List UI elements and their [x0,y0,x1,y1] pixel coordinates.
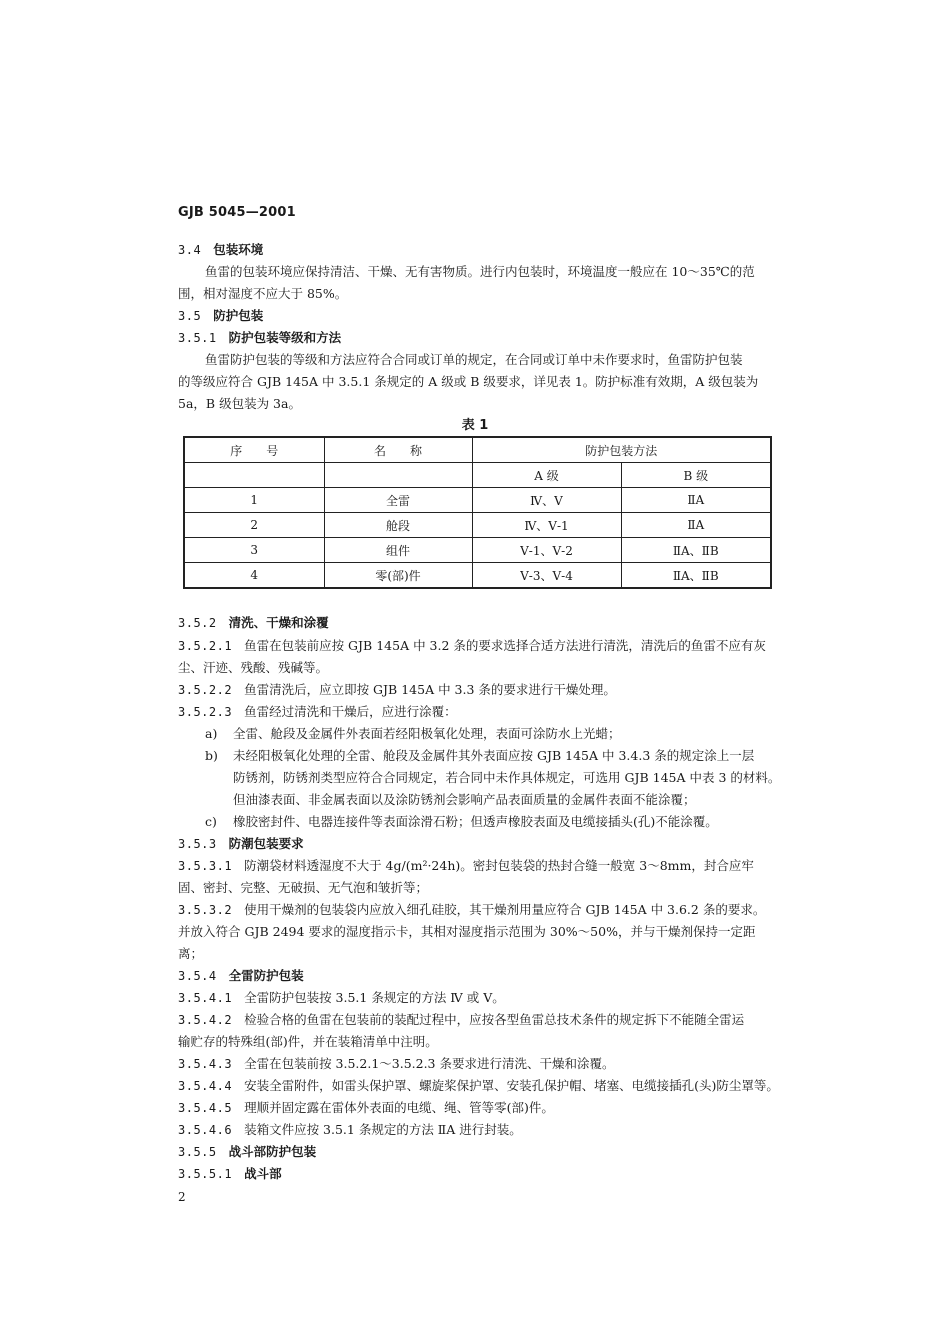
section-3-5-5-heading [178,1143,316,1161]
paragraph-line [178,703,457,721]
header-name: 名 称 [324,437,472,463]
list-item [205,747,754,765]
paragraph-line [178,1121,522,1139]
paragraph-line [178,857,754,875]
clause-text: 安装全雷附件，如雷头保护罩、螺旋桨保护罩、安装孔保护帽、堵塞、电缆接插孔(头)防尘罩等。 [244,1078,779,1093]
table-row [184,538,771,563]
section-3-5-5-1-heading [178,1165,282,1183]
section-3-5-4-heading [178,967,304,985]
section-title: 战斗部防护包装 [228,1144,317,1159]
paragraph-line: 离； [178,946,204,961]
section-number: 3.5.4 [178,969,217,983]
section-title: 防护包装等级和方法 [228,330,342,345]
clause-text: 全雷在包装前按 3.5.2.1～3.5.2.3 条要求进行清洗、干燥和涂覆。 [244,1056,615,1071]
paragraph-line: 尘、汗迹、残酸、残碱等。 [178,660,329,675]
cell-grade-a: Ⅴ-3、Ⅴ-4 [472,563,621,589]
header-empty [324,463,472,488]
section-number: 3.4 [178,243,202,257]
cell-seq: 1 [184,488,324,513]
header-empty [184,463,324,488]
cell-grade-a: Ⅳ、Ⅴ-1 [472,513,621,538]
list-text: 全雷、舱段及金属件外表面若经阳极氧化处理，表面可涂防水上光蜡； [233,726,621,741]
clause-number: 3.5.2.1 [178,639,233,653]
section-number: 3.5.5 [178,1145,217,1159]
clause-number: 3.5.2.2 [178,683,233,697]
clause-number: 3.5.4.6 [178,1123,233,1137]
table-header-row [184,437,771,463]
clause-text: 装箱文件应按 3.5.1 条规定的方法 ⅡA 进行封装。 [244,1122,522,1137]
header-seq: 序 号 [184,437,324,463]
paragraph-line [178,1011,744,1029]
section-3-5-heading [178,307,263,325]
clause-number: 3.5.4.2 [178,1013,233,1027]
section-title: 防潮包装要求 [228,836,304,851]
list-text: 未经阳极氧化处理的全雷、舱段及金属件其外表面应按 GJB 145A 中 3.4.3 条的规定涂上一层 [233,748,755,763]
section-title: 防护包装 [213,308,264,323]
list-item [205,813,718,831]
cell-seq: 3 [184,538,324,563]
section-number: 3.5.5.1 [178,1167,233,1181]
clause-number: 3.5.3.2 [178,903,233,917]
clause-number: 3.5.4.3 [178,1057,233,1071]
clause-text: 鱼雷清洗后，应立即按 GJB 145A 中 3.3 条的要求进行干燥处理。 [244,682,616,697]
clause-text: 全雷防护包装按 3.5.1 条规定的方法 Ⅳ 或 Ⅴ。 [244,990,505,1005]
header-grade-b: B 级 [621,463,771,488]
clause-text: 鱼雷在包装前应按 GJB 145A 中 3.2 条的要求选择合适方法进行清洗，清洗后的鱼雷不应有灰 [244,638,766,653]
table-row [184,513,771,538]
cell-grade-a: Ⅳ、Ⅴ [472,488,621,513]
paragraph-line: 鱼雷的包装环境应保持清洁、干燥、无有害物质。进行内包装时，环境温度一般应在 10～35℃的范 [205,264,755,279]
paragraph-line [178,901,765,919]
table-caption: 表 1 [461,418,489,433]
cell-seq: 2 [184,513,324,538]
section-3-5-2-heading [178,614,329,632]
paragraph-line: 5a，B 级包装为 3a。 [178,396,301,411]
cell-name: 零(部)件 [324,563,472,589]
paragraph-line: 的等级应符合 GJB 145A 中 3.5.1 条规定的 A 级或 B 级要求，详见表 1。防护标准有效期，A 级包装为 [178,374,759,389]
section-3-4-heading [178,241,263,259]
clause-text: 鱼雷经过清洗和干燥后，应进行涂覆： [244,704,457,719]
paragraph-line: 围，相对湿度不应大于 85%。 [178,286,348,301]
table-1 [183,436,772,589]
standard-code: GJB 5045—2001 [178,205,296,220]
section-number: 3.5.2 [178,616,217,630]
paragraph-line [178,637,766,655]
list-marker: a) [205,726,218,741]
clause-number: 3.5.3.1 [178,859,233,873]
list-continuation: 但油漆表面、非金属表面以及涂防锈剂会影响产品表面质量的金属件表面不能涂覆； [233,792,696,807]
clause-text: 使用干燥剂的包装袋内应放入细孔硅胶，其干燥剂用量应符合 GJB 145A 中 3.6.2 条的要求。 [244,902,766,917]
page-number: 2 [178,1190,186,1204]
paragraph-line [178,681,616,699]
header-method: 防护包装方法 [472,437,771,463]
section-number: 3.5.1 [178,331,217,345]
paragraph-line: 并放入符合 GJB 2494 要求的湿度指示卡，其相对湿度指示范围为 30%～50%，并与干燥剂保持一定距 [178,924,756,939]
clause-number: 3.5.2.3 [178,705,233,719]
paragraph-line [178,1099,554,1117]
table-subheader-row [184,463,771,488]
table-row [184,563,771,589]
section-title: 全雷防护包装 [228,968,304,983]
clause-text: 防潮袋材料透湿度不大于 4g/(m²·24h)。密封包装袋的热封合缝一般宽 3～8mm，封合应牢 [244,858,754,873]
table-row [184,488,771,513]
list-marker: b) [205,748,218,763]
section-title: 包装环境 [213,242,264,257]
section-3-5-3-heading [178,835,304,853]
cell-seq: 4 [184,563,324,589]
cell-grade-b: ⅡA、ⅡB [621,563,771,589]
header-grade-a: A 级 [472,463,621,488]
clause-number: 3.5.4.4 [178,1079,233,1093]
cell-name: 组件 [324,538,472,563]
list-text: 橡胶密封件、电器连接件等表面涂滑石粉；但透声橡胶表面及电缆接插头(孔)不能涂覆。 [233,814,718,829]
clause-text: 理顺并固定露在雷体外表面的电缆、绳、管等零(部)件。 [244,1100,554,1115]
paragraph-line: 鱼雷防护包装的等级和方法应符合合同或订单的规定，在合同或订单中未作要求时，鱼雷防护包装 [205,352,743,367]
section-number: 3.5.3 [178,837,217,851]
paragraph-line [178,1077,779,1095]
section-number: 3.5 [178,309,202,323]
paragraph-line [178,989,505,1007]
list-continuation: 防锈剂，防锈剂类型应符合合同规定，若合同中未作具体规定，可选用 GJB 145A 中表 3 的材料。 [233,770,781,785]
cell-name: 全雷 [324,488,472,513]
clause-number: 3.5.4.1 [178,991,233,1005]
section-3-5-1-heading [178,329,341,347]
cell-name: 舱段 [324,513,472,538]
cell-grade-b: ⅡA、ⅡB [621,538,771,563]
paragraph-line: 输贮存的特殊组(部)件，并在装箱清单中注明。 [178,1034,438,1049]
clause-number: 3.5.4.5 [178,1101,233,1115]
cell-grade-b: ⅡA [621,488,771,513]
list-marker: c) [205,814,217,829]
paragraph-line: 固、密封、完整、无破损、无气泡和皱折等； [178,880,429,895]
cell-grade-b: ⅡA [621,513,771,538]
paragraph-line [178,1055,615,1073]
clause-text: 检验合格的鱼雷在包装前的装配过程中，应按各型鱼雷总技术条件的规定拆下不能随全雷运 [244,1012,745,1027]
cell-grade-a: Ⅴ-1、Ⅴ-2 [472,538,621,563]
list-item [205,725,621,743]
section-title: 战斗部 [244,1166,282,1181]
section-title: 清洗、干燥和涂覆 [228,615,329,630]
